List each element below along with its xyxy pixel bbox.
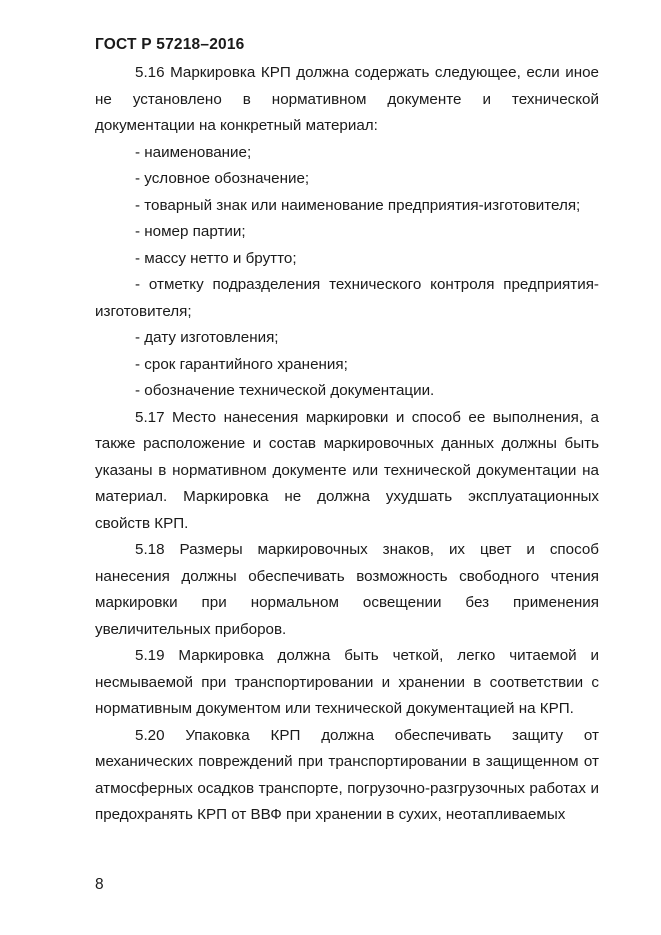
document-body xyxy=(95,60,599,829)
list-item: - товарный знак или наименование предприятия-изготовителя; xyxy=(135,196,581,214)
list-item: - дату изготовления; xyxy=(135,329,279,346)
list-item: - обозначение технической документации. xyxy=(135,382,435,399)
list-item: - отметку подразделения технического контроля предприятия-изготовителя; xyxy=(95,276,599,320)
list-item: - условное обозначение; xyxy=(135,170,310,187)
list-item: - наименование; xyxy=(135,143,252,161)
list-item: - массу нетто и брутто; xyxy=(135,249,297,267)
list-item: - срок гарантийного хранения; xyxy=(135,355,348,373)
list-item: - номер партии; xyxy=(135,223,246,240)
page-number: 8 xyxy=(95,876,104,893)
clause-5-17: 5.17 Место нанесения маркировки и способ ее выполнения, а также расположение и состав маркировочных данных должны быть указаны в нормативном документе или технической документации на материал. Маркировка не должна ухудшать эксплуатационных свойств КРП. xyxy=(95,408,599,532)
clause-5-18: 5.18 Размеры маркировочных знаков, их цвет и способ нанесения должны обеспечивать возможность свободного чтения маркировки при нормальном освещении без применения увеличительных приборов. xyxy=(95,541,599,638)
standard-header: ГОСТ Р 57218–2016 xyxy=(95,36,245,53)
clause-5-16: 5.16 Маркировка КРП должна содержать следующее, если иное не установлено в нормативном документе и технической документации на конкретный материал: xyxy=(95,64,599,134)
clause-5-20: 5.20 Упаковка КРП должна обеспечивать защиту от механических повреждений при транспортировании в защищенном от атмосферных осадков транспорте, погрузочно-разгрузочных работах и предохранять КРП от ВВФ при хранении в сухих, неотапливаемых xyxy=(95,726,599,823)
clause-5-19: 5.19 Маркировка должна быть четкой, легко читаемой и несмываемой при транспортировании и хранении в соответствии с нормативным документом или технической документацией на КРП. xyxy=(95,647,599,717)
